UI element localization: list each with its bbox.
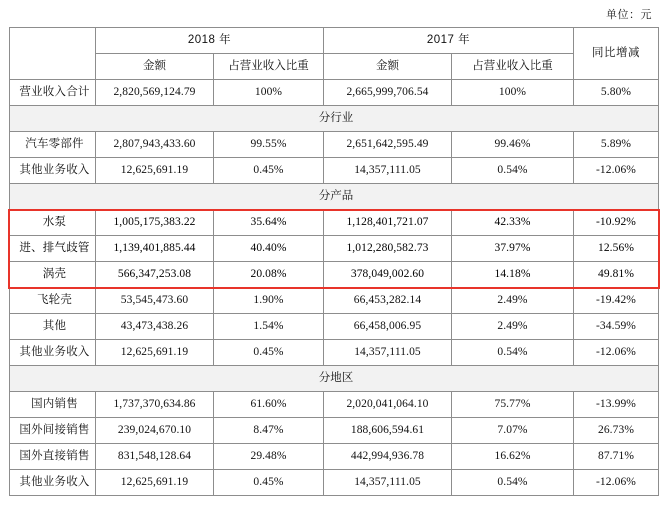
amount-2017: 378,049,002.60: [324, 262, 452, 288]
row-label: 营业收入合计: [10, 80, 96, 106]
amount-2018: 1,139,401,885.44: [96, 236, 214, 262]
ratio-2018: 100%: [214, 80, 324, 106]
amount-2018: 12,625,691.19: [96, 470, 214, 496]
growth: -10.92%: [574, 210, 659, 236]
row-label: 其他: [10, 314, 96, 340]
ratio-2018: 1.54%: [214, 314, 324, 340]
ratio-2018: 40.40%: [214, 236, 324, 262]
ratio-2018: 8.47%: [214, 418, 324, 444]
ratio-2018: 0.45%: [214, 158, 324, 184]
row-label: 汽车零部件: [10, 132, 96, 158]
ratio-2017: 2.49%: [452, 314, 574, 340]
ratio-2017: 37.97%: [452, 236, 574, 262]
row-label: 飞轮壳: [10, 288, 96, 314]
ratio-2017: 16.62%: [452, 444, 574, 470]
table-row: [10, 340, 659, 366]
amount-2018: 53,545,473.60: [96, 288, 214, 314]
growth: -13.99%: [574, 392, 659, 418]
header-amount-2018: 金额: [96, 54, 214, 80]
ratio-2017: 42.33%: [452, 210, 574, 236]
amount-2017: 1,012,280,582.73: [324, 236, 452, 262]
growth: 5.89%: [574, 132, 659, 158]
amount-2017: 2,665,999,706.54: [324, 80, 452, 106]
amount-2017: 66,453,282.14: [324, 288, 452, 314]
ratio-2018: 20.08%: [214, 262, 324, 288]
header-year-2017: 2017 年: [324, 28, 574, 54]
growth: 49.81%: [574, 262, 659, 288]
amount-2018: 2,807,943,433.60: [96, 132, 214, 158]
ratio-2017: 99.46%: [452, 132, 574, 158]
amount-2018: 2,820,569,124.79: [96, 80, 214, 106]
header-ratio-2018: 占营业收入比重: [214, 54, 324, 80]
table-row: [10, 158, 659, 184]
growth: -34.59%: [574, 314, 659, 340]
amount-2017: 2,651,642,595.49: [324, 132, 452, 158]
growth: 87.71%: [574, 444, 659, 470]
table-row: [10, 288, 659, 314]
amount-2017: 188,606,594.61: [324, 418, 452, 444]
growth: -19.42%: [574, 288, 659, 314]
row-label: 国内销售: [10, 392, 96, 418]
table-row: [10, 444, 659, 470]
section-label: 分地区: [10, 366, 659, 392]
row-label: 其他业务收入: [10, 158, 96, 184]
amount-2018: 1,005,175,383.22: [96, 210, 214, 236]
header-row-subcolumns: [10, 54, 659, 80]
amount-2017: 14,357,111.05: [324, 158, 452, 184]
ratio-2018: 35.64%: [214, 210, 324, 236]
table-header: [10, 28, 659, 80]
header-amount-2017: 金额: [324, 54, 452, 80]
growth: 12.56%: [574, 236, 659, 262]
amount-2017: 14,357,111.05: [324, 470, 452, 496]
row-label: 水泵: [10, 210, 96, 236]
ratio-2017: 75.77%: [452, 392, 574, 418]
header-corner-blank: [10, 28, 96, 80]
row-label: 涡壳: [10, 262, 96, 288]
table-row: [10, 392, 659, 418]
ratio-2018: 99.55%: [214, 132, 324, 158]
ratio-2018: 0.45%: [214, 470, 324, 496]
amount-2017: 1,128,401,721.07: [324, 210, 452, 236]
table-section-row: [10, 366, 659, 392]
amount-2017: 66,458,006.95: [324, 314, 452, 340]
ratio-2018: 61.60%: [214, 392, 324, 418]
row-label: 其他业务收入: [10, 470, 96, 496]
row-label: 国外间接销售: [10, 418, 96, 444]
table-row: [10, 470, 659, 496]
section-label: 分产品: [10, 184, 659, 210]
revenue-breakdown-table: [9, 27, 659, 496]
ratio-2018: 1.90%: [214, 288, 324, 314]
table-row: [10, 132, 659, 158]
row-label: 进、排气歧管: [10, 236, 96, 262]
growth: -12.06%: [574, 340, 659, 366]
row-label: 其他业务收入: [10, 340, 96, 366]
growth: -12.06%: [574, 158, 659, 184]
ratio-2017: 7.07%: [452, 418, 574, 444]
table-row-highlighted: [10, 210, 659, 236]
row-label: 国外直接销售: [10, 444, 96, 470]
table-row: [10, 314, 659, 340]
ratio-2017: 0.54%: [452, 158, 574, 184]
table-row-highlighted: [10, 236, 659, 262]
table-row: [10, 418, 659, 444]
table-row: [10, 80, 659, 106]
header-year-2018: 2018 年: [96, 28, 324, 54]
ratio-2018: 0.45%: [214, 340, 324, 366]
amount-2018: 1,737,370,634.86: [96, 392, 214, 418]
amount-2018: 43,473,438.26: [96, 314, 214, 340]
growth: -12.06%: [574, 470, 659, 496]
header-ratio-2017: 占营业收入比重: [452, 54, 574, 80]
unit-note: 单位：元: [606, 9, 652, 21]
amount-2017: 14,357,111.05: [324, 340, 452, 366]
table-body: [10, 80, 659, 496]
growth: 5.80%: [574, 80, 659, 106]
table-section-row: [10, 184, 659, 210]
amount-2018: 12,625,691.19: [96, 158, 214, 184]
section-label: 分行业: [10, 106, 659, 132]
amount-2018: 239,024,670.10: [96, 418, 214, 444]
ratio-2017: 14.18%: [452, 262, 574, 288]
ratio-2018: 29.48%: [214, 444, 324, 470]
ratio-2017: 0.54%: [452, 470, 574, 496]
header-growth: 同比增减: [574, 28, 659, 80]
table-row-highlighted: [10, 262, 659, 288]
table-section-row: [10, 106, 659, 132]
amount-2018: 831,548,128.64: [96, 444, 214, 470]
growth: 26.73%: [574, 418, 659, 444]
ratio-2017: 100%: [452, 80, 574, 106]
amount-2017: 2,020,041,064.10: [324, 392, 452, 418]
header-row-years: [10, 28, 659, 54]
amount-2017: 442,994,936.78: [324, 444, 452, 470]
ratio-2017: 2.49%: [452, 288, 574, 314]
amount-2018: 566,347,253.08: [96, 262, 214, 288]
ratio-2017: 0.54%: [452, 340, 574, 366]
amount-2018: 12,625,691.19: [96, 340, 214, 366]
